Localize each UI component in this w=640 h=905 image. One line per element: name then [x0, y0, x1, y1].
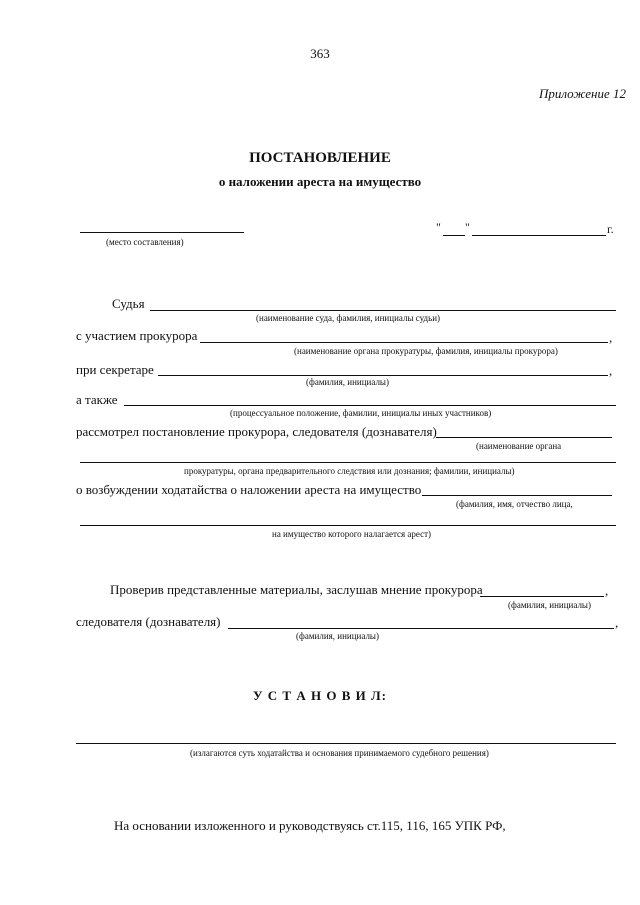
checked-comma: , — [605, 583, 609, 598]
also-caption: (процессуальное положение, фамилии, инициалы иных участников) — [230, 408, 492, 418]
judge-field[interactable] — [150, 310, 616, 311]
year-suffix: г. — [607, 222, 614, 236]
secretary-caption: (фамилия, инициалы) — [306, 377, 389, 387]
established-field[interactable] — [76, 743, 616, 744]
also-field[interactable] — [124, 405, 616, 406]
prosecutor-comma: , — [609, 330, 613, 345]
checked-label: Проверив представленные материалы, заслушав мнение прокурора — [110, 582, 483, 597]
established-heading: У С Т А Н О В И Л: — [252, 688, 387, 703]
considered-caption-2: прокуратуры, органа предварительного следствия или дознания; фамилии, инициалы) — [184, 466, 515, 476]
investigator-comma: , — [615, 615, 619, 630]
checked-field[interactable] — [480, 596, 604, 597]
judge-label: Судья — [112, 296, 145, 311]
appendix-label: Приложение 12 — [538, 86, 626, 101]
petition-field[interactable] — [422, 495, 612, 496]
secretary-field[interactable] — [158, 375, 608, 376]
date-day-field[interactable] — [443, 235, 465, 236]
investigator-field[interactable] — [228, 628, 614, 629]
investigator-label: следователя (дознавателя) — [76, 614, 221, 629]
prosecutor-label: с участием прокурора — [76, 328, 198, 343]
secretary-label: при секретаре — [76, 362, 154, 377]
prosecutor-caption: (наименование органа прокуратуры, фамилия, инициалы прокурора) — [294, 346, 558, 356]
basis-text: На основании изложенного и руководствуясь ст.115, 116, 165 УПК РФ, — [114, 818, 506, 833]
place-caption: (место составления) — [106, 237, 184, 247]
considered-field[interactable] — [436, 437, 612, 438]
considered-label: рассмотрел постановление прокурора, следователя (дознавателя) — [76, 424, 437, 439]
place-field[interactable] — [80, 232, 244, 233]
date-month-field[interactable] — [472, 235, 606, 236]
date-quote-open: " — [436, 220, 441, 234]
document-subtitle: о наложении ареста на имущество — [218, 174, 422, 189]
petition-label: о возбуждении ходатайства о наложении ареста на имущество — [76, 482, 422, 497]
document-title: ПОСТАНОВЛЕНИЕ — [249, 150, 391, 166]
secretary-comma: , — [609, 363, 613, 378]
prosecutor-field[interactable] — [200, 342, 608, 343]
checked-caption: (фамилия, инициалы) — [508, 600, 591, 610]
petition-field-2[interactable] — [80, 525, 616, 526]
also-label: а также — [76, 392, 118, 407]
date-quote-close: " — [465, 220, 470, 234]
considered-caption: (наименование органа — [476, 441, 562, 451]
petition-caption-2: на имущество которого налагается арест) — [272, 529, 432, 539]
considered-field-2[interactable] — [80, 462, 616, 463]
investigator-caption: (фамилия, инициалы) — [296, 631, 379, 641]
judge-caption: (наименование суда, фамилия, инициалы судьи) — [256, 313, 441, 323]
page-number: 363 — [310, 46, 330, 61]
petition-caption: (фамилия, имя, отчество лица, — [456, 499, 573, 509]
established-caption: (излагаются суть ходатайства и основания принимаемого судебного решения) — [190, 748, 489, 758]
